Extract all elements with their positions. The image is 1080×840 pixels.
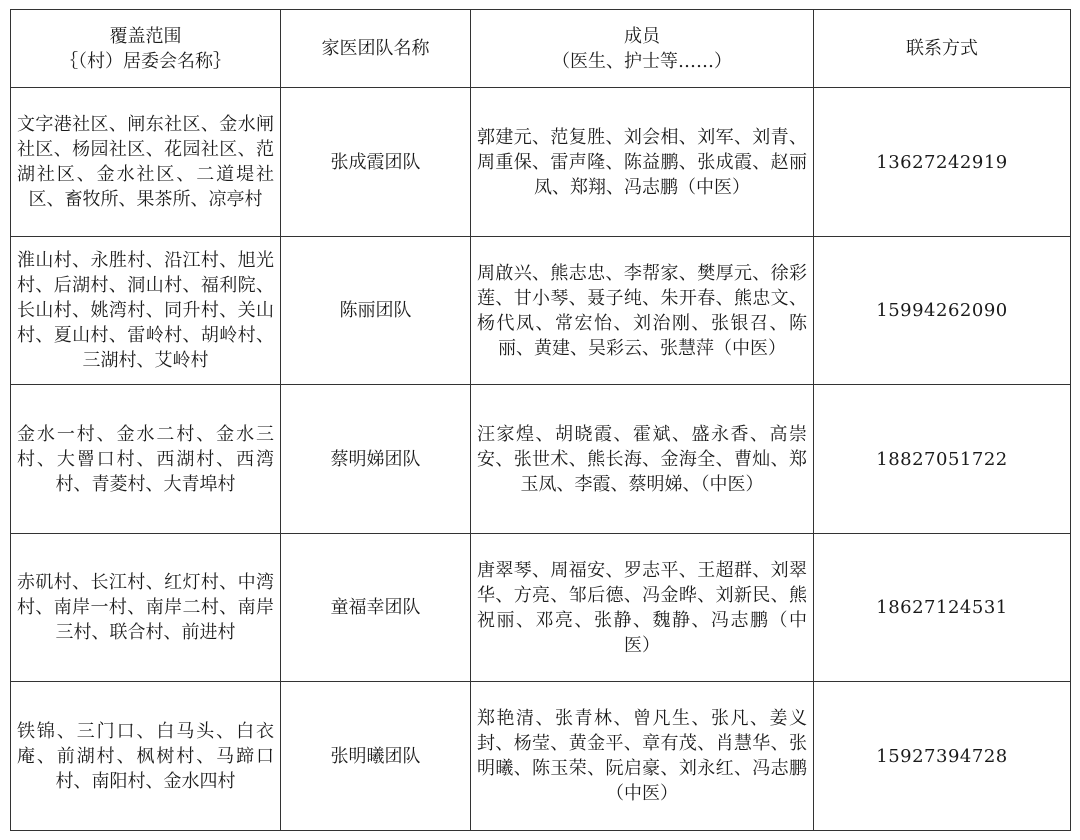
header-coverage-line1: 覆盖范围 — [109, 25, 182, 47]
header-coverage — [11, 10, 281, 88]
members-cell: 郭建元、范复胜、刘会相、刘军、刘青、周重保、雷声隆、陈益鹏、张成霞、赵丽凤、郑翔、冯志鹏（中医） — [471, 88, 814, 237]
header-team-name-label: 家医团队名称 — [321, 38, 430, 59]
phone-cell: 15994262090 — [814, 237, 1071, 385]
phone-cell: 13627242919 — [814, 88, 1071, 237]
members-cell: 周啟兴、熊志忠、李帮家、樊厚元、徐彩莲、甘小琴、聂子纯、朱开春、熊忠文、杨代凤、常宏怡、刘治刚、张银召、陈丽、黄建、吴彩云、张慧萍（中医） — [471, 237, 814, 385]
coverage-cell: 铁锦、三门口、白马头、白衣庵、前湖村、枫树村、马蹄口村、南阳村、金水四村 — [11, 682, 281, 831]
team-name-cell: 张成霞团队 — [281, 88, 471, 237]
coverage-cell: 淮山村、永胜村、沿江村、旭光村、后湖村、洞山村、福利院、长山村、姚湾村、同升村、关山村、夏山村、雷岭村、胡岭村、三湖村、艾岭村 — [11, 237, 281, 385]
team-name-cell: 陈丽团队 — [281, 237, 471, 385]
phone-cell: 15927394728 — [814, 682, 1071, 831]
members-cell: 郑艳清、张青林、曾凡生、张凡、姜义封、杨莹、黄金平、章有茂、肖慧华、张明曦、陈玉荣、阮启豪、刘永红、冯志鹏（中医） — [471, 682, 814, 831]
phone-cell: 18827051722 — [814, 385, 1071, 534]
team-name-cell: 张明曦团队 — [281, 682, 471, 831]
header-coverage-line2: ｛（村）居委会名称｝ — [60, 50, 231, 72]
header-contact — [814, 10, 1071, 88]
team-table-container — [10, 9, 1071, 831]
table-row — [11, 385, 1071, 534]
table-header — [11, 10, 1071, 88]
header-team-name — [281, 10, 471, 88]
header-members — [471, 10, 814, 88]
members-cell: 汪家煌、胡晓霞、霍斌、盛永香、高崇安、张世术、熊长海、金海全、曹灿、郑玉凤、李霞、蔡明娣、（中医） — [471, 385, 814, 534]
phone-cell: 18627124531 — [814, 534, 1071, 682]
coverage-cell: 文字港社区、闸东社区、金水闸社区、杨园社区、花园社区、范湖社区、金水社区、二道堤社区、畜牧所、果茶所、凉亭村 — [11, 88, 281, 237]
table-row — [11, 534, 1071, 682]
header-row — [11, 10, 1071, 88]
header-members-line2: （医生、护士等……） — [552, 50, 732, 72]
coverage-cell: 金水一村、金水二村、金水三村、大罾口村、西湖村、西湾村、青菱村、大青埠村 — [11, 385, 281, 534]
header-members-line1: 成员 — [624, 25, 660, 47]
header-contact-label: 联系方式 — [906, 38, 978, 59]
table-body — [11, 88, 1071, 831]
team-name-cell: 蔡明娣团队 — [281, 385, 471, 534]
team-name-cell: 童福幸团队 — [281, 534, 471, 682]
members-cell: 唐翠琴、周福安、罗志平、王超群、刘翠华、方亮、邹后德、冯金晔、刘新民、熊祝丽、邓亮、张静、魏静、冯志鹏（中医） — [471, 534, 814, 682]
coverage-cell: 赤矶村、长江村、红灯村、中湾村、南岸一村、南岸二村、南岸三村、联合村、前进村 — [11, 534, 281, 682]
table-row — [11, 88, 1071, 237]
table-row — [11, 682, 1071, 831]
table-row — [11, 237, 1071, 385]
family-doctor-team-table — [10, 9, 1071, 831]
